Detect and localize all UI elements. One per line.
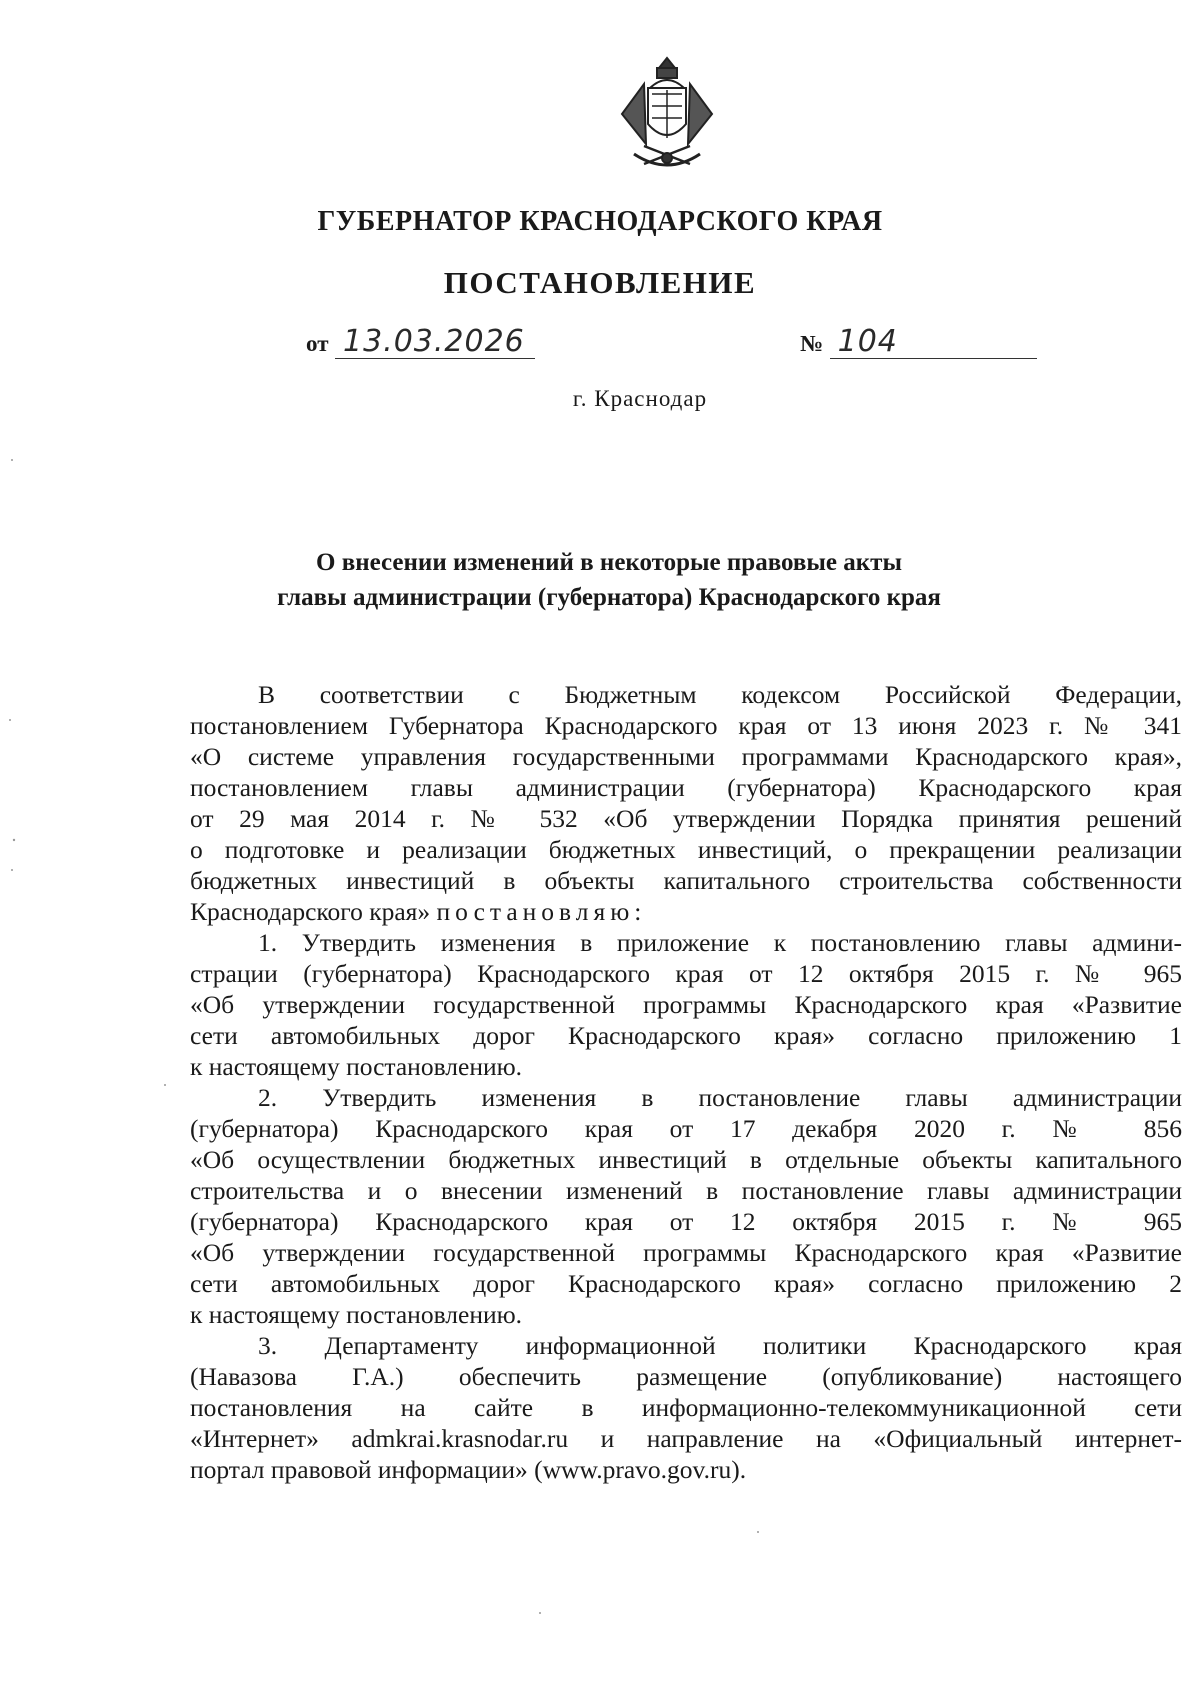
resolution-word: постановляю:	[436, 897, 647, 926]
body-line: постановлением главы администрации (губернатора) Краснодарского края	[190, 773, 1182, 802]
subject-line-2: главы администрации (губернатора) Краснодарского края	[277, 584, 941, 611]
body-line: о подготовке и реализации бюджетных инвестиций, о прекращении реализации	[190, 835, 1182, 864]
number-field	[800, 326, 1037, 359]
body-line: постановления на сайте в информационно-телекоммуникационной сети	[190, 1393, 1182, 1422]
body-text: Краснодарского края»	[190, 897, 431, 926]
date-field	[306, 326, 535, 359]
body-line: от 29 мая 2014 г. № 532 «Об утверждении Порядка принятия решений	[190, 804, 1182, 833]
body-line: «О системе управления государственными программами Краснодарского края»,	[190, 742, 1182, 771]
issuing-authority: ГУБЕРНАТОР КРАСНОДАРСКОГО КРАЯ	[317, 206, 883, 237]
body-line: (губернатора) Краснодарского края от 12 октября 2015 г. № 965	[190, 1207, 1182, 1236]
coat-of-arms-icon	[614, 54, 720, 184]
body-line: портал правовой информации» (www.pravo.gov.ru).	[190, 1455, 747, 1484]
date-value: 13.03.2026	[335, 326, 535, 359]
body-line: к настоящему постановлению.	[190, 1052, 523, 1081]
body-line: бюджетных инвестиций в объекты капитального строительства собственности	[190, 866, 1182, 895]
body-line: 1. Утвердить изменения в приложение к постановлению главы админи-	[258, 928, 1182, 957]
body-line: (Навазова Г.А.) обеспечить размещение (опубликование) настоящего	[190, 1362, 1182, 1391]
body-line: сети автомобильных дорог Краснодарского края» согласно приложению 1	[190, 1021, 1182, 1050]
date-label: от	[306, 331, 329, 356]
document-type: ПОСТАНОВЛЕНИЕ	[443, 265, 757, 300]
body-line: постановлением Губернатора Краснодарского края от 13 июня 2023 г. № 341	[190, 711, 1182, 740]
city: г. Краснодар	[572, 386, 708, 411]
body-line: «Об утверждении государственной программы Краснодарского края «Развитие	[190, 990, 1182, 1019]
body-line: 3. Департаменту информационной политики Краснодарского края	[258, 1331, 1182, 1360]
body-line: строительства и о внесении изменений в постановление главы администрации	[190, 1176, 1182, 1205]
subject-line-1: О внесении изменений в некоторые правовые акты	[316, 549, 902, 576]
body-line: «Об утверждении государственной программы Краснодарского края «Развитие	[190, 1238, 1182, 1267]
number-label: №	[800, 331, 824, 356]
number-value: 104	[830, 326, 1037, 359]
body-line	[190, 896, 1182, 927]
body-line: В соответствии с Бюджетным кодексом Российской Федерации,	[258, 680, 1182, 709]
body-line: к настоящему постановлению.	[190, 1300, 523, 1329]
body-line: «Об осуществлении бюджетных инвестиций в отдельные объекты капитального	[190, 1145, 1182, 1174]
body-line: (губернатора) Краснодарского края от 17 декабря 2020 г. № 856	[190, 1114, 1182, 1143]
body-line: «Интернет» admkrai.krasnodar.ru и направление на «Официальный интернет-	[190, 1424, 1182, 1453]
body-line: сети автомобильных дорог Краснодарского края» согласно приложению 2	[190, 1269, 1182, 1298]
body-line: 2. Утвердить изменения в постановление главы администрации	[258, 1083, 1182, 1112]
body-line: страции (губернатора) Краснодарского края от 12 октября 2015 г. № 965	[190, 959, 1182, 988]
